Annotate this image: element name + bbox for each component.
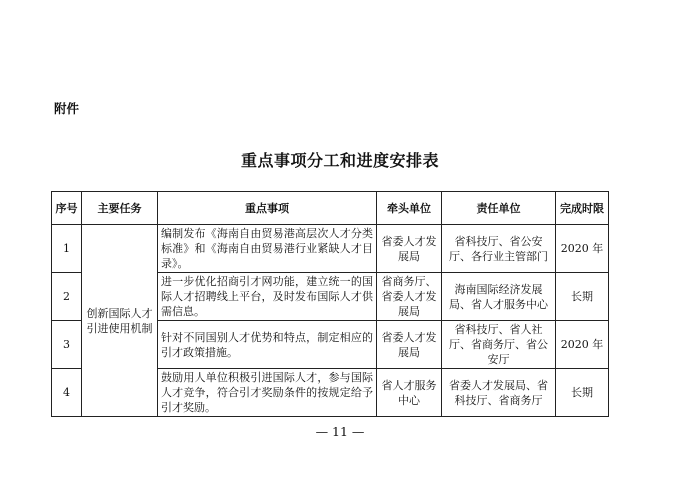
cell-item: 鼓励用人单位积极引进国际人才，参与国际人才竞争，符合引才奖励条件的按规定给予引才奖励。: [158, 369, 377, 417]
cell-resp: 海南国际经济发展局、省人才服务中心: [442, 273, 556, 321]
cell-lead: 省人才服务中心: [377, 369, 442, 417]
header-lead: 牵头单位: [377, 192, 442, 225]
cell-resp: 省科技厅、省人社厅、省商务厅、省公安厅: [442, 321, 556, 369]
task-table: [51, 191, 609, 417]
cell-seq: 4: [52, 369, 82, 417]
table-row: [52, 225, 609, 273]
cell-resp: 省科技厅、省公安厅、各行业主管部门: [442, 225, 556, 273]
cell-deadline: 2020 年: [556, 321, 609, 369]
cell-item: 编制发布《海南自由贸易港高层次人才分类标准》和《海南自由贸易港行业紧缺人才目录》。: [158, 225, 377, 273]
cell-lead: 省委人才发展局: [377, 225, 442, 273]
cell-item: 进一步优化招商引才网功能，建立统一的国际人才招聘线上平台，及时发布国际人才供需信息。: [158, 273, 377, 321]
cell-lead: 省委人才发展局: [377, 321, 442, 369]
cell-seq: 2: [52, 273, 82, 321]
cell-resp: 省委人才发展局、省科技厅、省商务厅: [442, 369, 556, 417]
header-deadline: 完成时限: [556, 192, 609, 225]
cell-seq: 3: [52, 321, 82, 369]
page-number: — 11 —: [315, 424, 365, 439]
header-task: 主要任务: [82, 192, 158, 225]
document-title: 重点事项分工和进度安排表: [240, 151, 439, 170]
cell-seq: 1: [52, 225, 82, 273]
cell-deadline: 2020 年: [556, 225, 609, 273]
header-seq: 序号: [52, 192, 82, 225]
header-item: 重点事项: [158, 192, 377, 225]
cell-task-group: 创新国际人才引进使用机制: [82, 225, 158, 417]
attachment-label: 附件: [54, 101, 80, 116]
table-header-row: [52, 192, 609, 225]
cell-lead: 省商务厅、省委人才发展局: [377, 273, 442, 321]
header-resp: 责任单位: [442, 192, 556, 225]
cell-deadline: 长期: [556, 369, 609, 417]
cell-item: 针对不同国别人才优势和特点，制定相应的引才政策措施。: [158, 321, 377, 369]
cell-deadline: 长期: [556, 273, 609, 321]
